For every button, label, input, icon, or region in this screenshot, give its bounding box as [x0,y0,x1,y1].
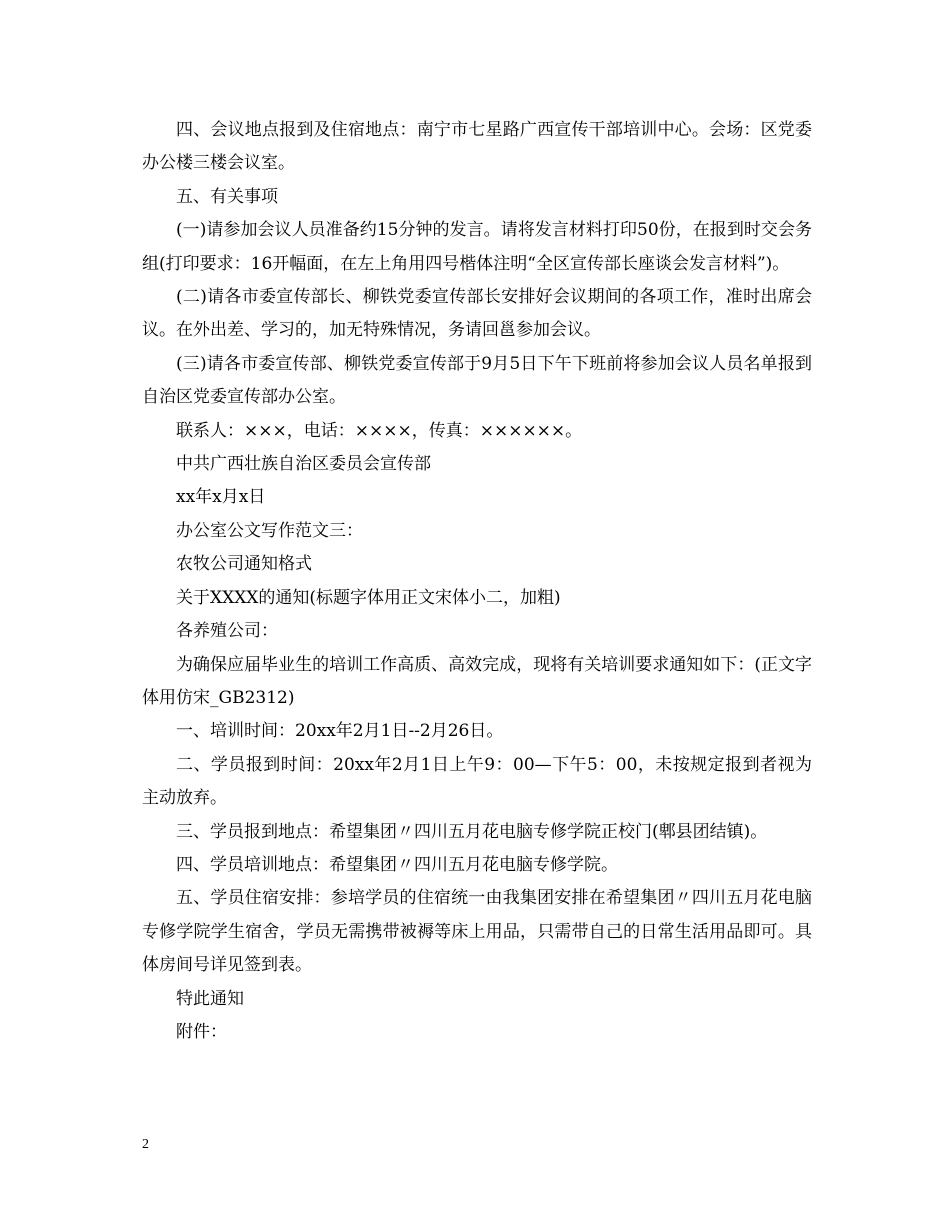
paragraph-date: xx年x月x日 [176,487,266,508]
paragraph-accommodation: 五、学员住宿安排：参培学员的住宿统一由我集团安排在希望集团〃四川五月花电脑专修学院学生宿舍，学员无需携带被褥等床上用品，只需带自己的日常生活用品即可。具体房间号详见签到表。 [142,888,812,976]
document-body [142,114,812,1049]
paragraph-meeting-location: 四、会议地点报到及住宿地点：南宁市七星路广西宣传干部培训中心。会场：区党委办公楼三楼会议室。 [142,120,812,174]
paragraph-notice-format-heading: 农牧公司通知格式 [176,554,312,575]
paragraph-item-three: (三)请各市委宣传部、柳铁党委宣传部于9月5日下午下班前将参加会议人员名单报到自治区党委宣传部办公室。 [142,353,812,408]
paragraph-training-time: 一、培训时间：20xx年2月1日--2月26日。 [176,721,504,742]
paragraph-item-one: (一)请参加会议人员准备约15分钟的发言。请将发言材料打印50份，在报到时交会务组(打印要求：16开幅面，在左上角用四号楷体注明“全区宣传部长座谈会发言材料”)。 [142,220,812,274]
paragraph-addressee: 各养殖公司： [176,621,278,642]
paragraph-report-location: 三、学员报到地点：希望集团〃四川五月花电脑专修学院正校门(郫县团结镇)。 [176,821,768,842]
paragraph-contact-info: 联系人：×××，电话：××××，传真：××××××。 [176,420,583,441]
paragraph-intro: 为确保应届毕业生的培训工作高质、高效完成，现将有关培训要求通知如下：(正文字体用仿宋_GB2312) [142,654,812,708]
paragraph-closing: 特此通知 [176,988,244,1009]
paragraph-issuer: 中共广西壮族自治区委员会宣传部 [176,454,431,475]
paragraph-training-location: 四、学员培训地点：希望集团〃四川五月花电脑专修学院。 [176,854,618,875]
paragraph-related-matters-heading: 五、有关事项 [176,186,278,207]
page-number: 2 [142,1137,149,1152]
paragraph-notice-title: 关于XXXX的通知(标题字体用正文宋体小二，加粗) [176,587,561,608]
paragraph-report-time: 二、学员报到时间：20xx年2月1日上午9：00—下午5：00，未按规定报到者视为主动放弃。 [142,754,812,809]
paragraph-sample-three-heading: 办公室公文写作范文三： [176,520,363,541]
paragraph-attachment: 附件： [176,1021,227,1042]
paragraph-item-two: (二)请各市委宣传部长、柳铁党委宣传部长安排好会议期间的各项工作，准时出席会议。在外出差、学习的，加无特殊情况，务请回邕参加会议。 [142,287,812,341]
